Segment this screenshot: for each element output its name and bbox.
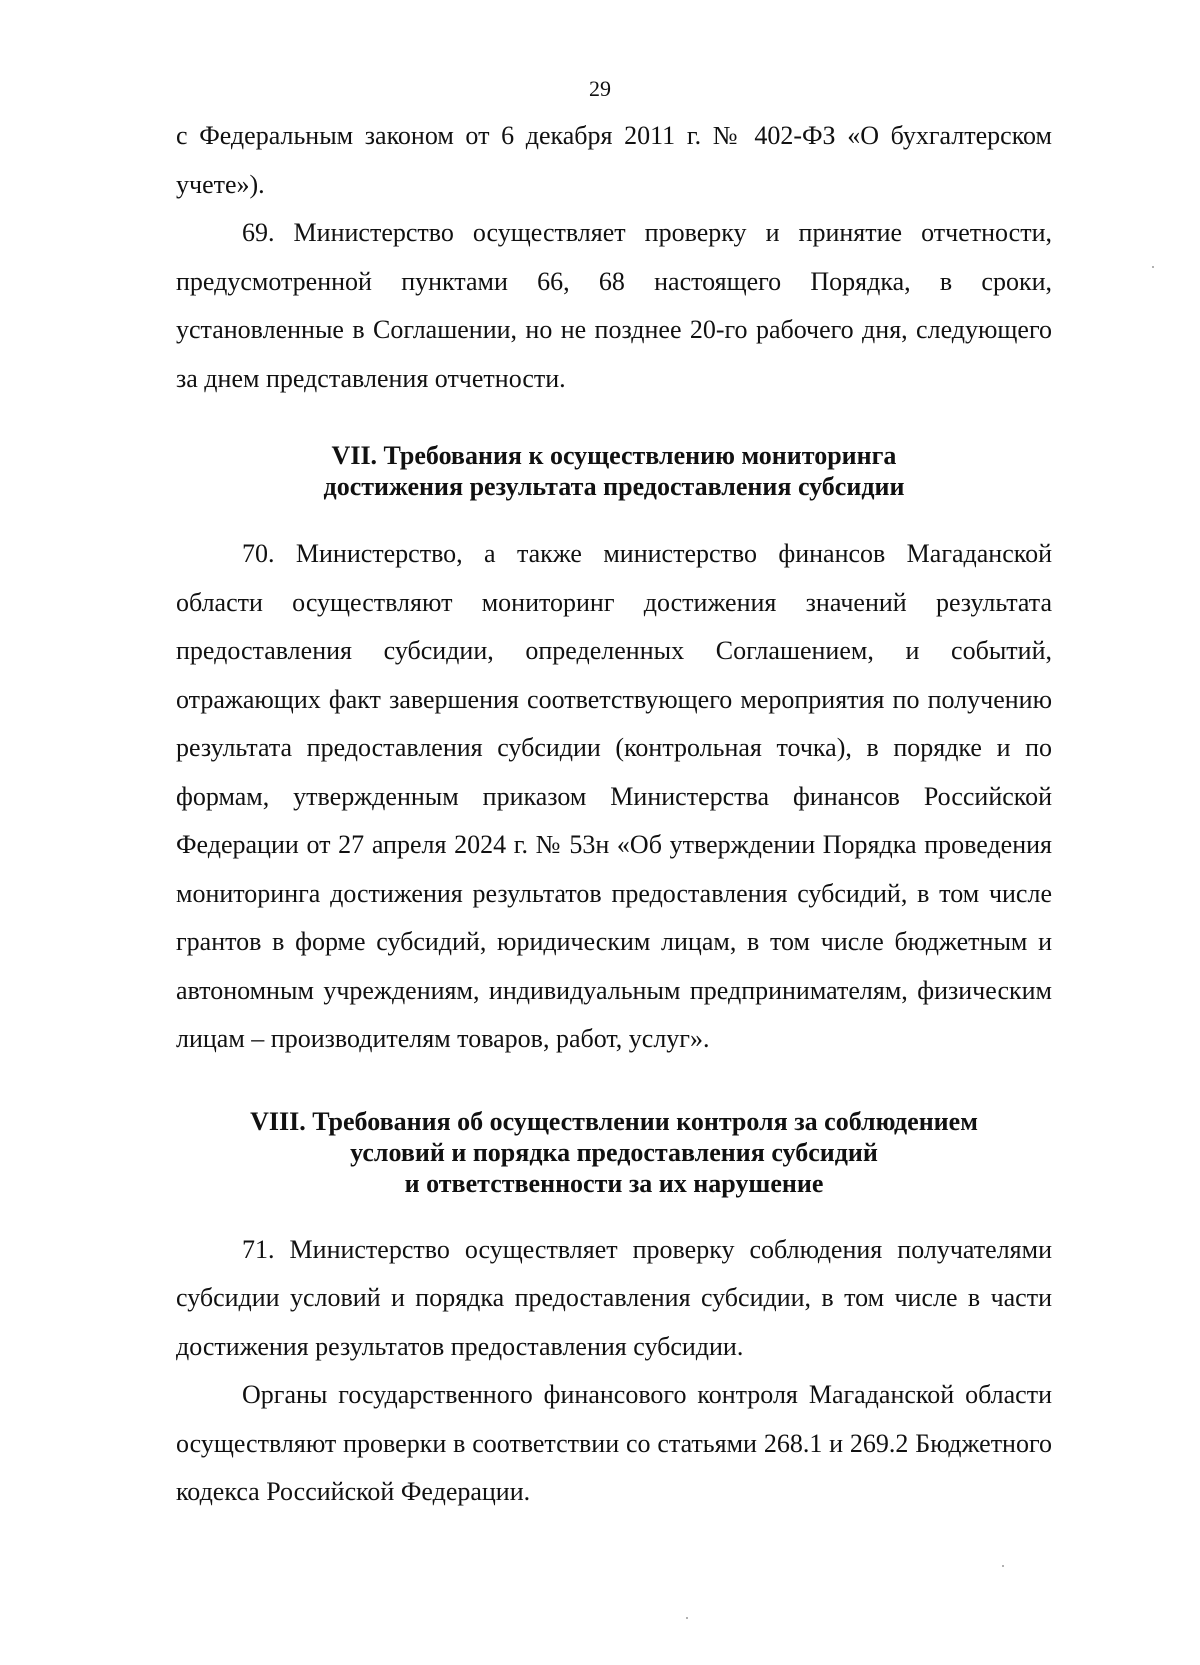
section-vii-heading [176, 440, 1052, 502]
section-viii-heading-line2: условий и порядка предоставления субсидий [350, 1137, 878, 1167]
page-number: 29 [589, 76, 611, 101]
section-viii-heading-line1: VIII. Требования об осуществлении контроля за соблюдением [250, 1106, 978, 1136]
section-vii-heading-line2: достижения результата предоставления субсидии [323, 472, 905, 501]
paragraph-control-bodies: Органы государственного финансового контроля Магаданской области осуществляют проверки в соответствии со статьями 268.1 и 269.2 Бюджетного кодекса Российской Федерации. [176, 1380, 1052, 1506]
scan-speck [1002, 1565, 1004, 1567]
scan-speck [686, 1617, 688, 1619]
scan-speck [1152, 266, 1154, 268]
section-viii-heading-line3: и ответственности за их нарушение [404, 1168, 824, 1198]
paragraph-69: 69. Министерство осуществляет проверку и принятие отчетности, предусмотренной пунктами 66, 68 настоящего Порядка, в сроки, установленные в Соглашении, но не позднее 20-го рабочего дня, следующего за днем представления отчетности. [176, 218, 1052, 393]
section-viii-heading [176, 1106, 1052, 1199]
paragraph-continuation: с Федеральным законом от 6 декабря 2011 г. № 402-ФЗ «О бухгалтерском учете»). [176, 121, 1052, 199]
document-body [176, 112, 1052, 1517]
paragraph-70: 70. Министерство, а также министерство финансов Магаданской области осуществляют мониторинг достижения значений результата предоставления субсидии, определенных Соглашением, и событий, отражающих факт завершения соответствующего мероприятия по получению результата предоставления субсидии (контрольная точка), в порядке и по формам, утвержденным приказом Министерства финансов Российской Федерации от 27 апреля 2024 г. № 53н «Об утверждении Порядка проведения мониторинга достижения результатов предоставления субсидий, в том числе грантов в форме субсидий, юридическим лицам, в том числе бюджетным и автономным учреждениям, индивидуальным предпринимателям, физическим лицам – производителям товаров, работ, услуг». [176, 539, 1052, 1053]
paragraph-71: 71. Министерство осуществляет проверку соблюдения получателями субсидии условий и порядка предоставления субсидии, в том числе в части достижения результатов предоставления субсидии. [176, 1234, 1052, 1361]
section-vii-heading-line1: VII. Требования к осуществлению мониторинга [331, 441, 897, 470]
